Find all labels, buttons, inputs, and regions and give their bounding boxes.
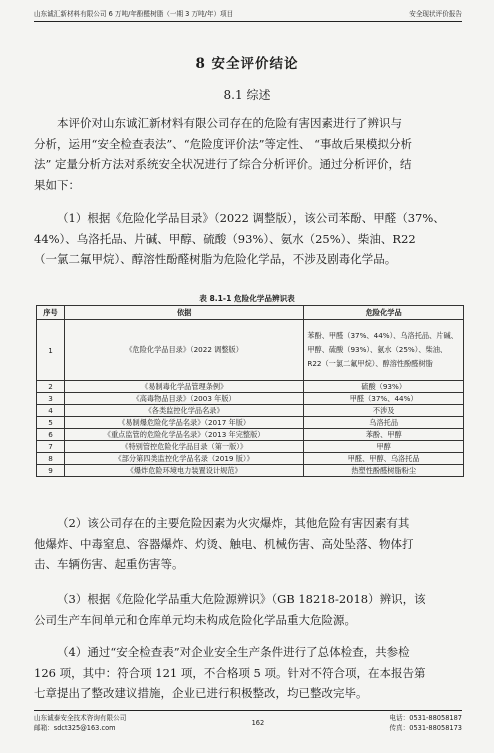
row-basis: 《高毒物品目录》（2003 年版）	[64, 393, 303, 405]
text-line: 44%）、乌洛托品、片碱、甲醇、硫酸（93%）、氨水（25%）、柴油、R22	[34, 231, 416, 246]
text-line: 本评价对山东诚汇新材料有限公司存在的危险有害因素进行了辨识与	[57, 116, 402, 130]
row-number: 8	[37, 453, 65, 465]
section-title: 8.1 综述	[223, 88, 271, 102]
table-row	[37, 417, 464, 429]
text-line: 公司生产车间单元和仓库单元均未构成危险化学品重大危险源。	[34, 612, 356, 627]
table-row	[37, 405, 464, 417]
table-row	[37, 441, 464, 453]
footer-email: 邮箱：sdct325@163.com	[34, 724, 116, 732]
item2-paragraph	[34, 513, 464, 575]
column-header: 序号	[37, 306, 65, 320]
text-line: 七章提出了整改建议措施，企业已进行积极整改，均已整改完毕。	[34, 686, 368, 700]
row-number: 9	[37, 465, 65, 477]
footer-company: 山东诚泰安全技术咨询有限公司	[34, 714, 127, 722]
header-report-title: 安全现状评价报告	[409, 10, 462, 18]
row-number: 6	[37, 429, 65, 441]
column-header: 危险化学品	[304, 306, 464, 320]
row-result: 甲醛（37%、44%）	[304, 393, 464, 405]
table-row	[37, 465, 464, 477]
table-row	[37, 393, 464, 405]
header-project-title: 山东诚汇新材料有限公司 6 万吨/年酚醛树脂（一期 3 万吨/年）项目	[34, 10, 234, 18]
text-line: （2）该公司存在的主要危险因素为火灾爆炸，其他危险有害因素有其	[57, 516, 410, 530]
footer-phone: 电话：0531-88058187	[389, 714, 462, 722]
row-number: 7	[37, 441, 65, 453]
row-result: 苯酚、甲醛（37%、44%）、乌洛托品、片碱、甲醇、硫酸（93%）、氨水（25%）、柴油、R22（一氯二氟甲烷）、醇溶性酚醛树脂	[304, 320, 464, 381]
text-line: 果如下：	[34, 177, 80, 192]
item4-paragraph	[34, 642, 464, 704]
row-result: 苯酚、甲醇	[304, 429, 464, 441]
page-number: 162	[251, 719, 265, 727]
row-basis: 《易制爆危险化学品名录》（2017 年版）	[64, 417, 303, 429]
row-result: 甲醛、甲醇、乌洛托品	[304, 453, 464, 465]
row-basis: 《各类监控化学品名录》	[64, 405, 303, 417]
text-line: 法” 定量分析方法对系统安全状况进行了综合分析评价。通过分析评价，结	[34, 157, 412, 171]
table-row	[37, 453, 464, 465]
column-header: 依据	[64, 306, 303, 320]
row-basis: 《重点监管的危险化学品名录》（2013 年完整版）	[64, 429, 303, 441]
table-header-row	[37, 306, 464, 320]
row-basis: 《危险化学品目录》（2022 调整版）	[64, 320, 303, 381]
row-basis: 《易制毒化学品管理条例》	[64, 381, 303, 393]
page-header	[34, 8, 462, 22]
item3-paragraph	[34, 589, 464, 630]
row-number: 3	[37, 393, 65, 405]
hazardous-chemicals-table	[36, 305, 464, 477]
row-number: 4	[37, 405, 65, 417]
text-line: 击、车辆伤害、起重伤害等。	[34, 557, 184, 571]
row-result: 甲醇	[304, 441, 464, 453]
row-result: 不涉及	[304, 405, 464, 417]
row-result: 乌洛托品	[304, 417, 464, 429]
row-result: 硫酸（93%）	[304, 381, 464, 393]
page-footer	[34, 710, 462, 733]
row-basis: 《部分第四类监控化学品名录（2019 版）》	[64, 453, 303, 465]
row-number: 1	[37, 320, 65, 381]
text-line: （一氯二氟甲烷）、醇溶性酚醛树脂为危险化学品，不涉及剧毒化学品。	[34, 252, 397, 266]
table-row	[37, 320, 464, 381]
row-number: 2	[37, 381, 65, 393]
row-result: 热塑性酚醛树脂粉尘	[304, 465, 464, 477]
text-line: （4）通过“安全检查表”对企业安全生产条件进行了总体检查，共参检	[57, 645, 410, 659]
row-number: 5	[37, 417, 65, 429]
text-line: 分析，运用“安全检查表法”、“危险度评价法”等定性、 “事故后果模拟分析	[34, 136, 413, 151]
intro-paragraph	[34, 113, 464, 195]
footer-fax: 传真：0531-88058173	[389, 724, 462, 732]
text-line: 126 项，其中：符合项 121 项，不合格项 5 项。针对不符合项，在本报告第	[34, 665, 426, 680]
table-row	[37, 381, 464, 393]
item1-paragraph	[34, 208, 464, 270]
table-caption: 表 8.1-1 危险化学品辨识表	[199, 294, 295, 303]
table-row	[37, 429, 464, 441]
row-basis: 《爆炸危险环境电力装置设计规范》	[64, 465, 303, 477]
chapter-title: 8 安全评价结论	[195, 56, 299, 72]
text-line: （1）根据《危险化学品目录》（2022 调整版），该公司苯酚、甲醛（37%、	[57, 211, 445, 225]
text-line: （3）根据《危险化学品重大危险源辨识》（GB 18218-2018）辨识，该	[57, 592, 426, 606]
text-line: 他爆炸、中毒窒息、容器爆炸、灼烫、触电、机械伤害、高处坠落、物体打	[34, 536, 414, 551]
row-basis: 《特别管控危险化学品目录（第一版）》	[64, 441, 303, 453]
